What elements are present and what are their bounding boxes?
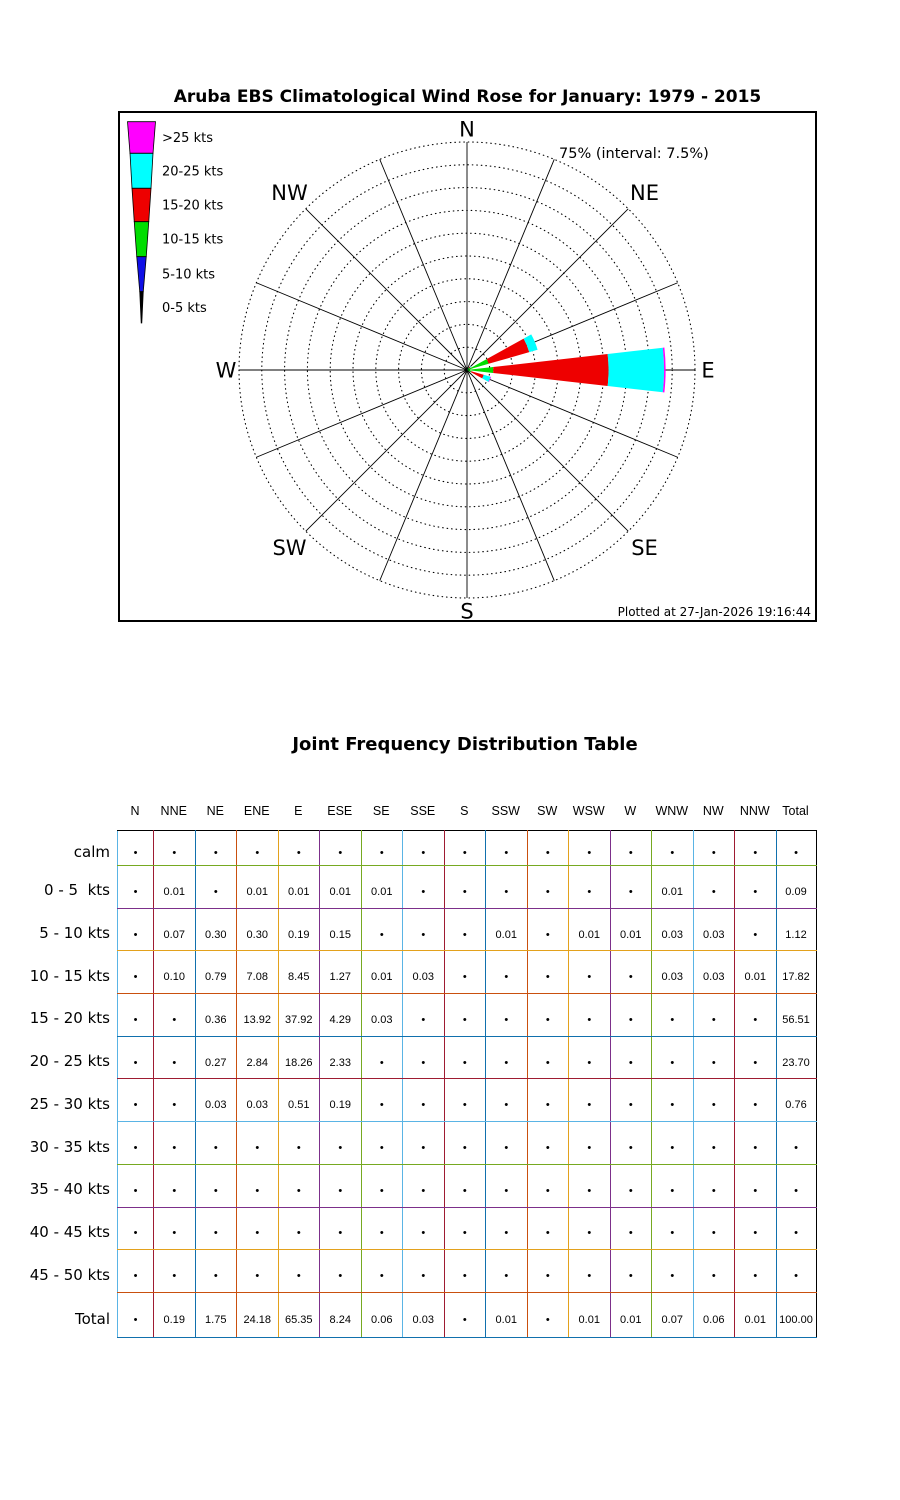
table-cell: • <box>118 908 154 951</box>
table-cell: • <box>486 1079 528 1122</box>
table-cell: • <box>527 951 569 994</box>
table-cell: • <box>403 831 445 866</box>
table-row <box>118 951 817 994</box>
table-cell: • <box>118 1122 154 1165</box>
table-cell: • <box>610 1036 652 1079</box>
table-cell: • <box>486 1036 528 1079</box>
plotted-at-label: Plotted at 27-Jan-2026 19:16:44 <box>617 605 811 619</box>
table-cell: 1.75 <box>195 1292 237 1337</box>
table-cell: 0.03 <box>403 1292 445 1337</box>
spoke-line <box>467 370 628 531</box>
table-cell: 0.01 <box>320 866 362 909</box>
direction-label-NW: NW <box>271 181 308 205</box>
legend-label: 5-10 kts <box>162 267 216 283</box>
table-cell: • <box>195 866 237 909</box>
table-cell: • <box>278 1122 320 1165</box>
table-cell: 0.01 <box>652 866 694 909</box>
table-cell: • <box>776 831 816 866</box>
table-cell: • <box>569 831 611 866</box>
table-cell: • <box>237 831 279 866</box>
table-cell: • <box>776 1207 816 1250</box>
legend-swatch <box>140 292 144 323</box>
column-header-ESE: ESE <box>327 804 353 818</box>
direction-label-W: W <box>215 358 237 383</box>
table-cell: 0.03 <box>693 951 735 994</box>
table-cell: • <box>154 831 196 866</box>
table-cell: 24.18 <box>237 1292 279 1337</box>
wind-rose-title: Aruba EBS Climatological Wind Rose for January: 1979 - 2015 <box>173 87 762 107</box>
column-header-ENE: ENE <box>243 804 270 818</box>
legend-label: 20-25 kts <box>162 164 224 180</box>
legend-swatch <box>132 188 151 221</box>
table-cell: • <box>118 1292 154 1337</box>
table-cell: 2.33 <box>320 1036 362 1079</box>
table-cell: • <box>403 1164 445 1207</box>
table-cell: • <box>154 1250 196 1293</box>
table-cell: • <box>527 994 569 1037</box>
table-cell: • <box>652 1207 694 1250</box>
table-cell: • <box>527 1164 569 1207</box>
spoke-line <box>256 283 467 370</box>
table-cell: • <box>361 1164 403 1207</box>
wind-rose-petal <box>487 339 530 364</box>
table-cell: • <box>195 1122 237 1165</box>
table-cell: • <box>361 908 403 951</box>
column-header-Total: Total <box>782 804 809 818</box>
table-cell: • <box>154 1164 196 1207</box>
table-cell: 0.01 <box>569 908 611 951</box>
table-cell: • <box>693 1036 735 1079</box>
table-cell: • <box>361 1122 403 1165</box>
table-cell: • <box>195 1207 237 1250</box>
table-cell: 18.26 <box>278 1036 320 1079</box>
table-cell: 1.12 <box>776 908 816 951</box>
table-cell: • <box>735 908 777 951</box>
table-cell: • <box>361 1036 403 1079</box>
row-label-30---35-kts: 30 - 35 kts <box>29 1137 110 1156</box>
table-cell: 0.19 <box>154 1292 196 1337</box>
table-row <box>118 1036 817 1079</box>
table-cell: • <box>693 1122 735 1165</box>
jfd-table <box>117 830 817 1338</box>
table-row <box>118 1122 817 1165</box>
table-cell: • <box>118 1036 154 1079</box>
table-cell: • <box>693 1079 735 1122</box>
direction-label-NE: NE <box>630 181 659 205</box>
table-cell: • <box>237 1207 279 1250</box>
table-cell: • <box>735 1079 777 1122</box>
table-cell: • <box>486 951 528 994</box>
column-header-SSE: SSE <box>410 804 436 818</box>
table-cell: • <box>569 951 611 994</box>
table-cell: 0.01 <box>486 1292 528 1337</box>
spoke-line <box>306 209 467 370</box>
wind-rose-petal <box>608 348 664 393</box>
table-column-headers <box>117 804 817 822</box>
table-cell: • <box>444 1207 486 1250</box>
table-row <box>118 1079 817 1122</box>
table-cell: 0.10 <box>154 951 196 994</box>
table-cell: • <box>237 1122 279 1165</box>
column-header-WNW: WNW <box>655 804 689 818</box>
spoke-line <box>380 370 467 581</box>
table-cell: • <box>403 908 445 951</box>
table-cell: • <box>444 866 486 909</box>
table-cell: 4.29 <box>320 994 362 1037</box>
row-label-0---5-kts: 0 - 5 kts <box>44 881 110 900</box>
jfd-table-title: Joint Frequency Distribution Table <box>292 734 638 755</box>
table-cell: • <box>195 831 237 866</box>
table-cell: • <box>118 1164 154 1207</box>
table-cell: • <box>693 831 735 866</box>
table-cell: • <box>403 866 445 909</box>
spoke-line <box>467 209 628 370</box>
table-cell: 0.06 <box>361 1292 403 1337</box>
table-cell: 0.03 <box>652 951 694 994</box>
table-cell: • <box>118 1079 154 1122</box>
table-cell: • <box>444 1079 486 1122</box>
table-cell: • <box>237 1164 279 1207</box>
table-cell: • <box>527 908 569 951</box>
table-cell: • <box>154 1036 196 1079</box>
table-cell: • <box>610 1122 652 1165</box>
table-cell: 1.27 <box>320 951 362 994</box>
spoke-line <box>306 370 467 531</box>
table-cell: • <box>735 1122 777 1165</box>
table-cell: • <box>652 1164 694 1207</box>
table-row <box>118 1250 817 1293</box>
table-cell: 13.92 <box>237 994 279 1037</box>
column-header-SE: SE <box>372 804 390 818</box>
table-cell: • <box>444 1292 486 1337</box>
table-row <box>118 831 817 866</box>
wind-rose-petal <box>493 354 608 386</box>
table-cell: • <box>486 866 528 909</box>
table-cell: • <box>486 1164 528 1207</box>
table-cell: • <box>735 994 777 1037</box>
table-cell: • <box>486 831 528 866</box>
table-cell: • <box>444 1250 486 1293</box>
row-label-40---45-kts: 40 - 45 kts <box>29 1222 110 1241</box>
table-cell: • <box>735 831 777 866</box>
table-cell: • <box>735 866 777 909</box>
table-cell: • <box>154 1207 196 1250</box>
column-header-E: E <box>294 804 303 818</box>
table-cell: • <box>527 1250 569 1293</box>
table-cell: 0.15 <box>320 908 362 951</box>
table-cell: • <box>652 994 694 1037</box>
row-label-25---30-kts: 25 - 30 kts <box>29 1094 110 1113</box>
table-cell: • <box>527 1292 569 1337</box>
table-cell: 0.01 <box>278 866 320 909</box>
row-label-5---10-kts: 5 - 10 kts <box>39 924 110 943</box>
table-cell: 0.07 <box>652 1292 694 1337</box>
table-cell: 0.79 <box>195 951 237 994</box>
table-cell: 100.00 <box>776 1292 816 1337</box>
table-cell: • <box>403 1079 445 1122</box>
table-cell: 0.03 <box>237 1079 279 1122</box>
table-cell: • <box>278 831 320 866</box>
legend-swatch <box>128 122 156 154</box>
table-cell: • <box>444 908 486 951</box>
table-cell: • <box>403 1122 445 1165</box>
direction-label-E: E <box>701 358 715 383</box>
table-cell: • <box>527 1036 569 1079</box>
table-cell: • <box>444 1122 486 1165</box>
table-cell: • <box>278 1164 320 1207</box>
table-row <box>118 1164 817 1207</box>
table-cell: 8.24 <box>320 1292 362 1337</box>
table-cell: • <box>652 1122 694 1165</box>
table-cell: 0.03 <box>652 908 694 951</box>
table-cell: 0.36 <box>195 994 237 1037</box>
legend-label: 10-15 kts <box>162 232 224 248</box>
table-cell: 0.01 <box>610 1292 652 1337</box>
table-cell: • <box>610 1079 652 1122</box>
spoke-line <box>256 370 467 457</box>
table-cell: • <box>118 951 154 994</box>
table-cell: 0.01 <box>569 1292 611 1337</box>
table-cell: • <box>693 994 735 1037</box>
table-row <box>118 1292 817 1337</box>
table-cell: 0.76 <box>776 1079 816 1122</box>
table-cell: • <box>154 1079 196 1122</box>
table-row <box>118 994 817 1037</box>
table-cell: • <box>118 1250 154 1293</box>
table-cell: 0.01 <box>735 951 777 994</box>
legend-swatch <box>130 153 153 188</box>
table-cell: 0.07 <box>154 908 196 951</box>
table-cell: • <box>652 831 694 866</box>
table-cell: • <box>569 1164 611 1207</box>
table-cell: • <box>693 866 735 909</box>
table-cell: • <box>693 1164 735 1207</box>
table-cell: • <box>610 1207 652 1250</box>
table-cell: • <box>569 1250 611 1293</box>
table-cell: • <box>776 1250 816 1293</box>
table-cell: • <box>444 951 486 994</box>
table-cell: 0.30 <box>195 908 237 951</box>
table-cell: • <box>320 1122 362 1165</box>
table-cell: • <box>610 831 652 866</box>
table-cell: • <box>361 831 403 866</box>
column-header-NNE: NNE <box>160 804 187 818</box>
table-cell: • <box>693 1207 735 1250</box>
table-cell: 17.82 <box>776 951 816 994</box>
table-cell: • <box>361 1207 403 1250</box>
table-cell: • <box>569 1036 611 1079</box>
column-header-SW: SW <box>537 804 558 818</box>
table-cell: • <box>610 951 652 994</box>
legend-swatch <box>137 257 147 292</box>
table-cell: • <box>403 1036 445 1079</box>
table-cell: • <box>444 1036 486 1079</box>
direction-label-S: S <box>460 599 474 620</box>
direction-label-SE: SE <box>631 536 658 560</box>
row-label-10---15-kts: 10 - 15 kts <box>29 966 110 985</box>
table-cell: • <box>403 994 445 1037</box>
table-cell: • <box>569 994 611 1037</box>
table-cell: • <box>195 1164 237 1207</box>
table-cell: • <box>361 1250 403 1293</box>
table-cell: • <box>486 1122 528 1165</box>
direction-label-N: N <box>459 117 475 142</box>
spoke-line <box>467 159 554 370</box>
table-cell: 0.01 <box>154 866 196 909</box>
table-cell: 0.19 <box>278 908 320 951</box>
table-cell: • <box>195 1250 237 1293</box>
column-header-WSW: WSW <box>572 804 605 818</box>
wind-rose-petal <box>471 371 484 378</box>
column-header-SSW: SSW <box>491 804 520 818</box>
table-cell: • <box>278 1250 320 1293</box>
table-cell: • <box>735 1036 777 1079</box>
table-cell: • <box>118 1207 154 1250</box>
table-cell: 0.30 <box>237 908 279 951</box>
table-cell: 0.03 <box>403 951 445 994</box>
table-cell: • <box>776 1122 816 1165</box>
table-cell: • <box>569 866 611 909</box>
table-cell: 0.06 <box>693 1292 735 1337</box>
table-cell: • <box>610 1164 652 1207</box>
column-header-N: N <box>130 804 140 818</box>
table-cell: 8.45 <box>278 951 320 994</box>
table-cell: • <box>610 1250 652 1293</box>
table-cell: 7.08 <box>237 951 279 994</box>
table-cell: • <box>320 1164 362 1207</box>
table-cell: • <box>444 1164 486 1207</box>
table-cell: • <box>361 1079 403 1122</box>
wind-rose-chart <box>120 113 815 620</box>
table-cell: • <box>652 1079 694 1122</box>
table-cell: • <box>118 831 154 866</box>
table-cell: • <box>320 831 362 866</box>
column-header-W: W <box>624 804 637 818</box>
table-cell: • <box>569 1207 611 1250</box>
table-cell: • <box>527 1079 569 1122</box>
table-cell: • <box>569 1079 611 1122</box>
table-cell: • <box>486 1207 528 1250</box>
table-cell: 0.01 <box>361 866 403 909</box>
table-cell: • <box>237 1250 279 1293</box>
radial-axis-label: 75% (interval: 7.5%) <box>559 146 709 162</box>
column-header-NE: NE <box>206 804 224 818</box>
spoke-line <box>380 159 467 370</box>
spoke-line <box>467 370 554 581</box>
table-cell: • <box>403 1207 445 1250</box>
table-cell: • <box>320 1250 362 1293</box>
table-cell: 0.51 <box>278 1079 320 1122</box>
table-cell: 0.01 <box>361 951 403 994</box>
table-cell: 65.35 <box>278 1292 320 1337</box>
table-cell: • <box>320 1207 362 1250</box>
table-cell: 23.70 <box>776 1036 816 1079</box>
table-cell: • <box>693 1250 735 1293</box>
table-cell: • <box>527 1207 569 1250</box>
table-cell: • <box>444 831 486 866</box>
table-cell: 0.19 <box>320 1079 362 1122</box>
table-cell: 0.01 <box>237 866 279 909</box>
table-cell: • <box>154 994 196 1037</box>
column-header-S: S <box>460 804 469 818</box>
table-cell: • <box>652 1036 694 1079</box>
table-cell: 0.01 <box>610 908 652 951</box>
row-label-Total: Total <box>74 1309 110 1328</box>
table-cell: • <box>403 1250 445 1293</box>
table-row <box>118 908 817 951</box>
table-cell: 0.03 <box>195 1079 237 1122</box>
row-label-45---50-kts: 45 - 50 kts <box>29 1265 110 1284</box>
table-cell: 56.51 <box>776 994 816 1037</box>
table-cell: • <box>444 994 486 1037</box>
table-cell: 0.03 <box>693 908 735 951</box>
column-header-NNW: NNW <box>739 804 770 818</box>
row-label-35---40-kts: 35 - 40 kts <box>29 1180 110 1199</box>
direction-label-SW: SW <box>272 536 307 560</box>
table-cell: • <box>527 866 569 909</box>
table-row <box>118 1207 817 1250</box>
table-cell: • <box>735 1250 777 1293</box>
table-cell: • <box>486 1250 528 1293</box>
table-cell: 0.01 <box>486 908 528 951</box>
row-label-calm: calm <box>73 842 110 861</box>
table-cell: 0.09 <box>776 866 816 909</box>
table-cell: 0.27 <box>195 1036 237 1079</box>
row-label-20---25-kts: 20 - 25 kts <box>29 1052 110 1071</box>
table-cell: • <box>569 1122 611 1165</box>
table-cell: • <box>776 1164 816 1207</box>
table-cell: • <box>610 866 652 909</box>
table-cell: 0.01 <box>735 1292 777 1337</box>
table-cell: • <box>735 1164 777 1207</box>
legend-label: 15-20 kts <box>162 198 224 214</box>
table-cell: • <box>278 1207 320 1250</box>
legend-label: >25 kts <box>162 131 213 146</box>
table-cell: • <box>118 994 154 1037</box>
table-cell: 37.92 <box>278 994 320 1037</box>
table-cell: • <box>527 1122 569 1165</box>
table-cell: 0.03 <box>361 994 403 1037</box>
table-cell: • <box>735 1207 777 1250</box>
table-cell: • <box>527 831 569 866</box>
legend-swatch <box>134 222 149 257</box>
table-cell: • <box>610 994 652 1037</box>
table-cell: • <box>154 1122 196 1165</box>
column-header-NW: NW <box>702 804 724 818</box>
table-cell: • <box>118 866 154 909</box>
legend-label: 0-5 kts <box>162 300 207 316</box>
table-cell: 2.84 <box>237 1036 279 1079</box>
table-cell: • <box>652 1250 694 1293</box>
table-cell: • <box>486 994 528 1037</box>
row-label-15---20-kts: 15 - 20 kts <box>29 1009 110 1028</box>
wind-rose-panel <box>118 111 817 622</box>
table-row <box>118 866 817 909</box>
